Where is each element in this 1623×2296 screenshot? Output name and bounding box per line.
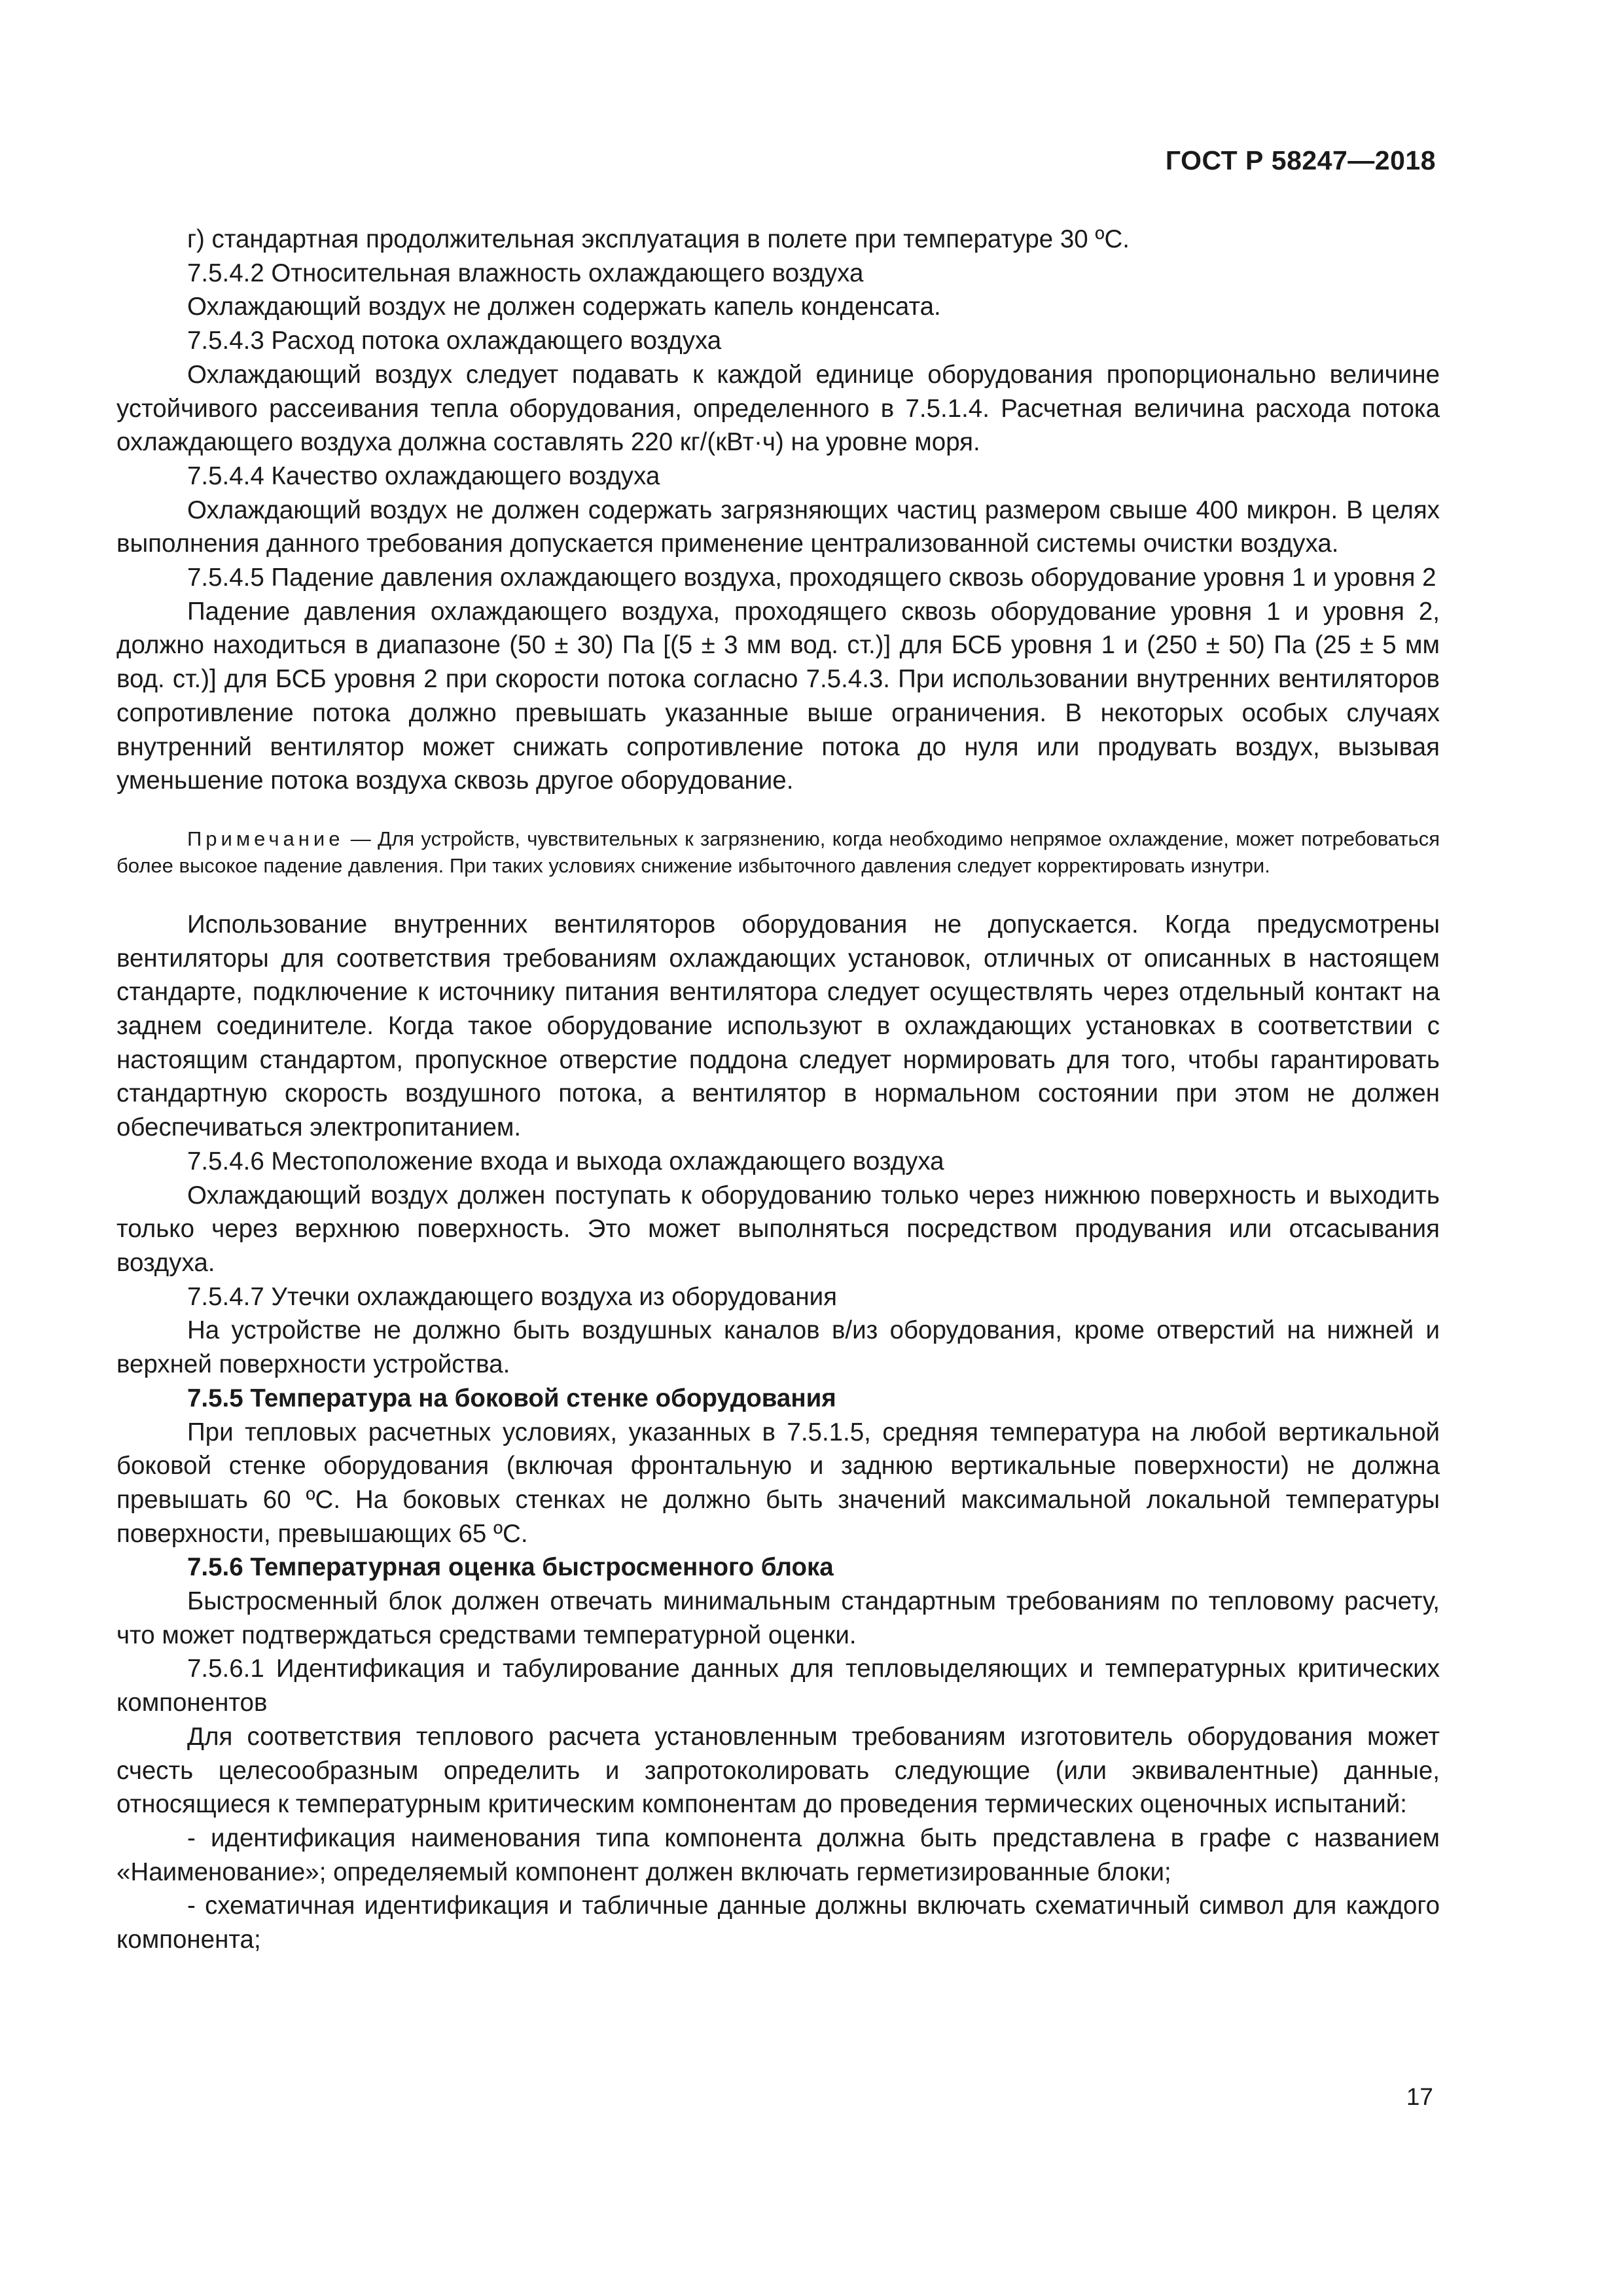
document-number-header: ГОСТ Р 58247—2018 [1165,145,1436,175]
section-heading-7-5-4-3: 7.5.4.3 Расход потока охлаждающего воздуха [187,327,722,355]
page-number: 17 [1406,2083,1433,2110]
section-heading-7-5-4-7: 7.5.4.7 Утечки охлаждающего воздуха из оборудования [187,1282,837,1311]
section-heading-7-5-4-6: 7.5.4.6 Местоположение входа и выхода охлаждающего воздуха [187,1147,944,1175]
document-body [116,223,1440,1957]
paragraph: Падение давления охлаждающего воздуха, проходящего сквозь оборудование уровня 1 и уровня 2, должно находиться в диапазоне (50 ± 30) Па [(5 ± 3 мм вод. ст.)] для БСБ уровня 1 и (250 ± 50) Па (25 ± 5 мм вод. ст.)] для БСБ уровня 2 при скорости потока согласно 7.5.4.3. При использовании внутренних вентиляторов сопротивление потока должно превышать указанные выше ограничения. В некоторых особых случаях внутренний вентилятор может снижать сопротивление потока до нуля или продувать воздух, вызывая уменьшение потока воздуха сквозь другое оборудование. [116,597,1440,795]
paragraph: Охлаждающий воздух следует подавать к каждой единице оборудования пропорционально величине устойчивого рассеивания тепла оборудования, определенного в 7.5.1.4. Расчетная величина расхода потока охлаждающего воздуха должна составлять 220 кг/(кВт·ч) на уровне моря. [116,360,1440,457]
paragraph: Охлаждающий воздух должен поступать к оборудованию только через нижнюю поверхность и выходить только через верхнюю поверхность. Это может выполняться посредством продувания или отсасывания воздуха. [116,1181,1440,1277]
paragraph: Охлаждающий воздух не должен содержать капель конденсата. [187,293,941,321]
list-item-g: г) стандартная продолжительная эксплуатация в полете при температуре 30 ºС. [187,225,1130,253]
paragraph: Быстросменный блок должен отвечать минимальным стандартным требованиям по тепловому расчету, что может подтверждаться средствами температурной оценки. [116,1587,1440,1649]
note-text: — Для устройств, чувствительных к загрязнению, когда необходимо непрямое охлаждение, может потребоваться более высокое падение давления. При таких условиях снижение избыточного давления следует корректировать изнутри. [116,827,1440,877]
section-heading-7-5-4-2: 7.5.4.2 Относительная влажность охлаждающего воздуха [187,259,864,287]
section-heading-7-5-6-1: 7.5.6.1 Идентификация и табулирование данных для тепловыделяющих и температурных критических компонентов [116,1655,1440,1717]
paragraph: Использование внутренних вентиляторов оборудования не допускается. Когда предусмотрены вентиляторы для соответствия требованиям охлаждающих установок, отличных от описанных в настоящем стандарте, подключение к источнику питания вентилятора следует осуществлять через отдельный контакт на заднем соединителе. Когда такое оборудование используют в охлаждающих установках в соответствии с настоящим стандартом, пропускное отверстие поддона следует нормировать для того, чтобы гарантировать стандартную скорость воздушного потока, а вентилятор в нормальном состоянии при этом не должен обеспечиваться электропитанием. [116,910,1440,1142]
paragraph: Охлаждающий воздух не должен содержать загрязняющих частиц размером свыше 400 микрон. В целях выполнения данного требования допускается применение централизованной системы очистки воздуха. [116,495,1440,558]
paragraph: На устройстве не должно быть воздушных каналов в/из оборудования, кроме отверстий на нижней и верхней поверхности устройства. [116,1316,1440,1379]
section-heading-7-5-6: 7.5.6 Температурная оценка быстросменного блока [187,1553,834,1582]
section-heading-7-5-4-4: 7.5.4.4 Качество охлаждающего воздуха [187,461,660,490]
note-label: Примечание [187,827,344,850]
paragraph: При тепловых расчетных условиях, указанных в 7.5.1.5, средняя температура на любой вертикальной боковой стенке оборудования (включая фронтальную и заднюю вертикальные поверхности) не должна превышать 60 ºС. На боковых стенках не должно быть значений максимальной локальной температуры поверхности, превышающих 65 ºС. [116,1418,1440,1548]
section-heading-7-5-4-5: 7.5.4.5 Падение давления охлаждающего воздуха, проходящего сквозь оборудование уровня 1 и уровня 2 [187,564,1436,592]
paragraph: Для соответствия теплового расчета установленным требованиям изготовитель оборудования может счесть целесообразным определить и запротоколировать следующие (или эквивалентные) данные, относящиеся к температурным критическим компонентам до проведения термических оценочных испытаний: [116,1722,1440,1819]
section-heading-7-5-5: 7.5.5 Температура на боковой стенке оборудования [187,1384,836,1412]
note [116,825,1440,879]
list-item: - схематичная идентификация и табличные данные должны включать схематичный символ для каждого компонента; [116,1892,1440,1954]
list-item: - идентификация наименования типа компонента должна быть представлена в графе с названием «Наименование»; определяемый компонент должен включать герметизированные блоки; [116,1823,1440,1886]
